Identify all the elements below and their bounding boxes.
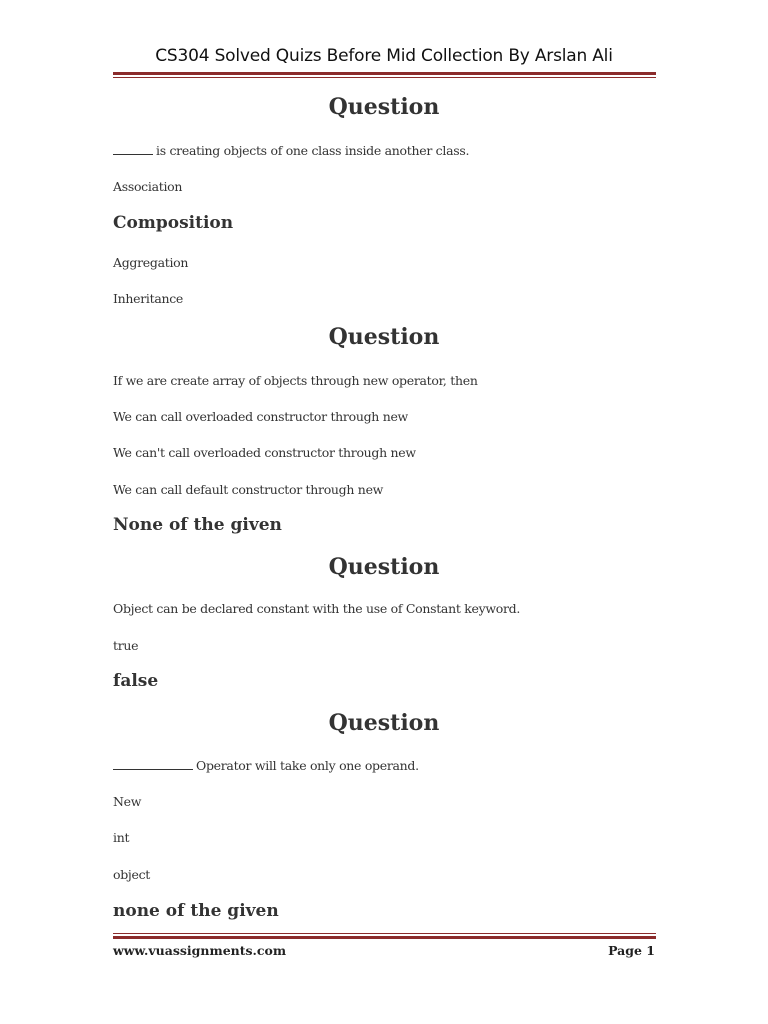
correct-answer: None of the given <box>113 515 282 535</box>
answer-blank <box>113 144 153 155</box>
document-title: CS304 Solved Quizs Before Mid Collection By Arslan Ali <box>155 46 613 66</box>
question-heading: Question <box>328 554 440 580</box>
option: Inheritance <box>113 291 184 306</box>
header-rule-thin <box>113 77 656 78</box>
question-text-content: is creating objects of one class inside another class. <box>156 143 470 158</box>
page-number: Page 1 <box>608 943 655 958</box>
answer-blank <box>113 759 193 770</box>
question-heading: Question <box>328 710 440 736</box>
option: Aggregation <box>113 255 189 270</box>
header-rule <box>113 72 656 75</box>
correct-answer: Composition <box>113 213 234 233</box>
footer-rule-thin <box>113 933 656 934</box>
option: true <box>113 638 139 653</box>
option: New <box>113 794 142 809</box>
footer-website: www.vuassignments.com <box>113 943 287 958</box>
question-text-content: Operator will take only one operand. <box>196 758 419 773</box>
footer-rule <box>113 936 656 939</box>
question-text: Object can be declared constant with the use of Constant keyword. <box>113 601 521 616</box>
question-heading: Question <box>328 94 440 120</box>
option: We can't call overloaded constructor through new <box>113 445 416 460</box>
question-heading: Question <box>328 324 440 350</box>
option: Association <box>113 179 183 194</box>
question-text: If we are create array of objects through new operator, then <box>113 373 478 388</box>
correct-answer: false <box>113 671 159 691</box>
option: We can call overloaded constructor through new <box>113 409 408 424</box>
correct-answer: none of the given <box>113 901 279 921</box>
question-text <box>113 143 469 158</box>
option: We can call default constructor through new <box>113 482 384 497</box>
option: object <box>113 867 151 882</box>
option: int <box>113 830 130 845</box>
question-text <box>113 758 419 773</box>
